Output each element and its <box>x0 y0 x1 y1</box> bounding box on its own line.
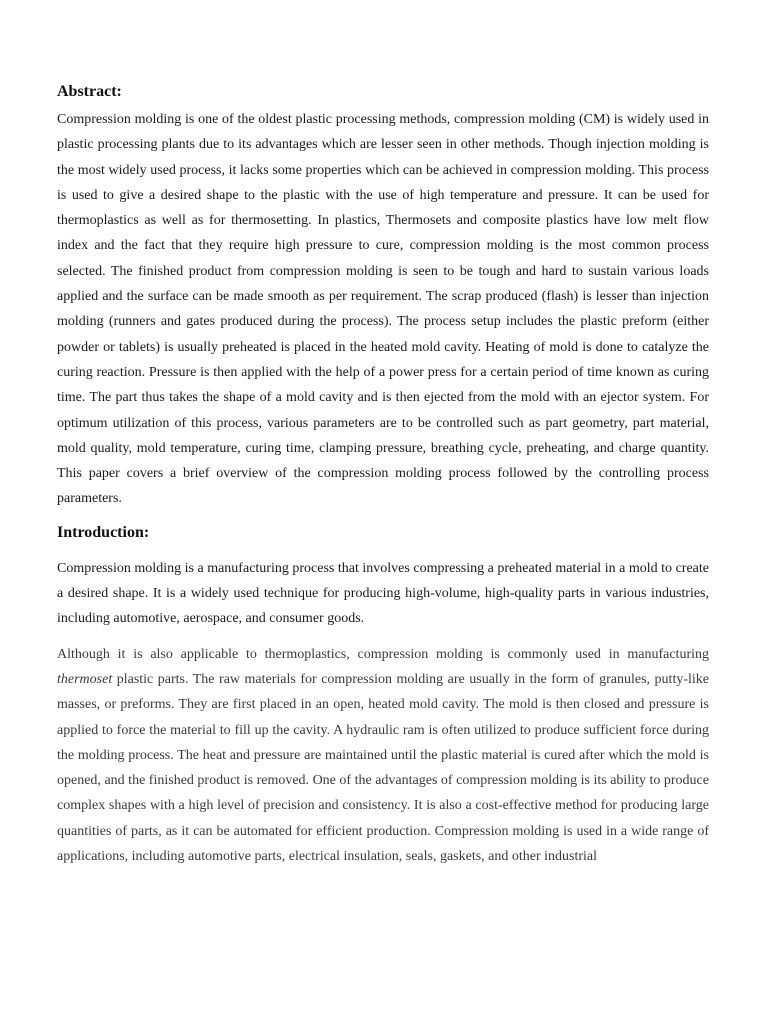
abstract-heading: Abstract: <box>57 83 122 100</box>
introduction-paragraph-2 <box>57 642 709 870</box>
document-page <box>57 78 709 869</box>
paragraph-2-text-end: plastic parts. The raw materials for compression molding are usually in the form of granules, putty-like masses, or preforms. They are first placed in an open, heated mold cavity. The mold is then closed and pressure is applied to force the material to fill up the cavity. A hydraulic ram is often utilized to produce sufficient force during the molding process. The heat and pressure are maintained until the plastic material is cured after which the mold is opened, and the finished product is removed. One of the advantages of compression molding is its ability to produce complex shapes with a high level of precision and consistency. It is also a cost-effective method for producing large quantities of parts, as it can be automated for efficient production. Compression molding is used in a wide range of applications, including automotive parts, electrical insulation, seals, gaskets, and other industrial <box>57 671 709 865</box>
paragraph-2-text-start: Although it is also applicable to thermoplastics, compression molding is commonly used in manufacturing <box>57 646 709 662</box>
introduction-paragraph-1: Compression molding is a manufacturing process that involves compressing a preheated material in a mold to create a desired shape. It is a widely used technique for producing high-volume, high-quality parts in various industries, including automotive, aerospace, and consumer goods. <box>57 560 709 627</box>
introduction-heading: Introduction: <box>57 523 150 541</box>
abstract-paragraph: Compression molding is one of the oldest plastic processing methods, compression molding (CM) is widely used in plastic processing plants due to its advantages which are lesser seen in other methods. Though injection molding is the most widely used process, it lacks some properties which can be achieved in compression molding. This process is used to give a desired shape to the plastic with the use of high temperature and pressure. It can be used for thermoplastics as well as for thermosetting. In plastics, Thermosets and composite plastics have low melt flow index and the fact that they require high pressure to cure, compression molding is the most common process selected. The finished product from compression molding is seen to be tough and hard to sustain various loads applied and the surface can be made smooth as per requirement. The scrap produced (flash) is lesser than injection molding (runners and gates produced during the process). The process setup includes the plastic preform (either powder or tablets) is usually preheated is placed in the heated mold cavity. Heating of mold is done to catalyze the curing reaction. Pressure is then applied with the help of a power press for a certain period of time known as curing time. The part thus takes the shape of a mold cavity and is then ejected from the mold with an ejector system. For optimum utilization of this process, various parameters are to be controlled such as part geometry, part material, mold quality, mold temperature, curing time, clamping pressure, breathing cycle, preheating, and charge quantity. This paper covers a brief overview of the compression molding process followed by the controlling process parameters. <box>57 112 709 507</box>
thermoset-emphasis: thermoset <box>57 671 113 687</box>
